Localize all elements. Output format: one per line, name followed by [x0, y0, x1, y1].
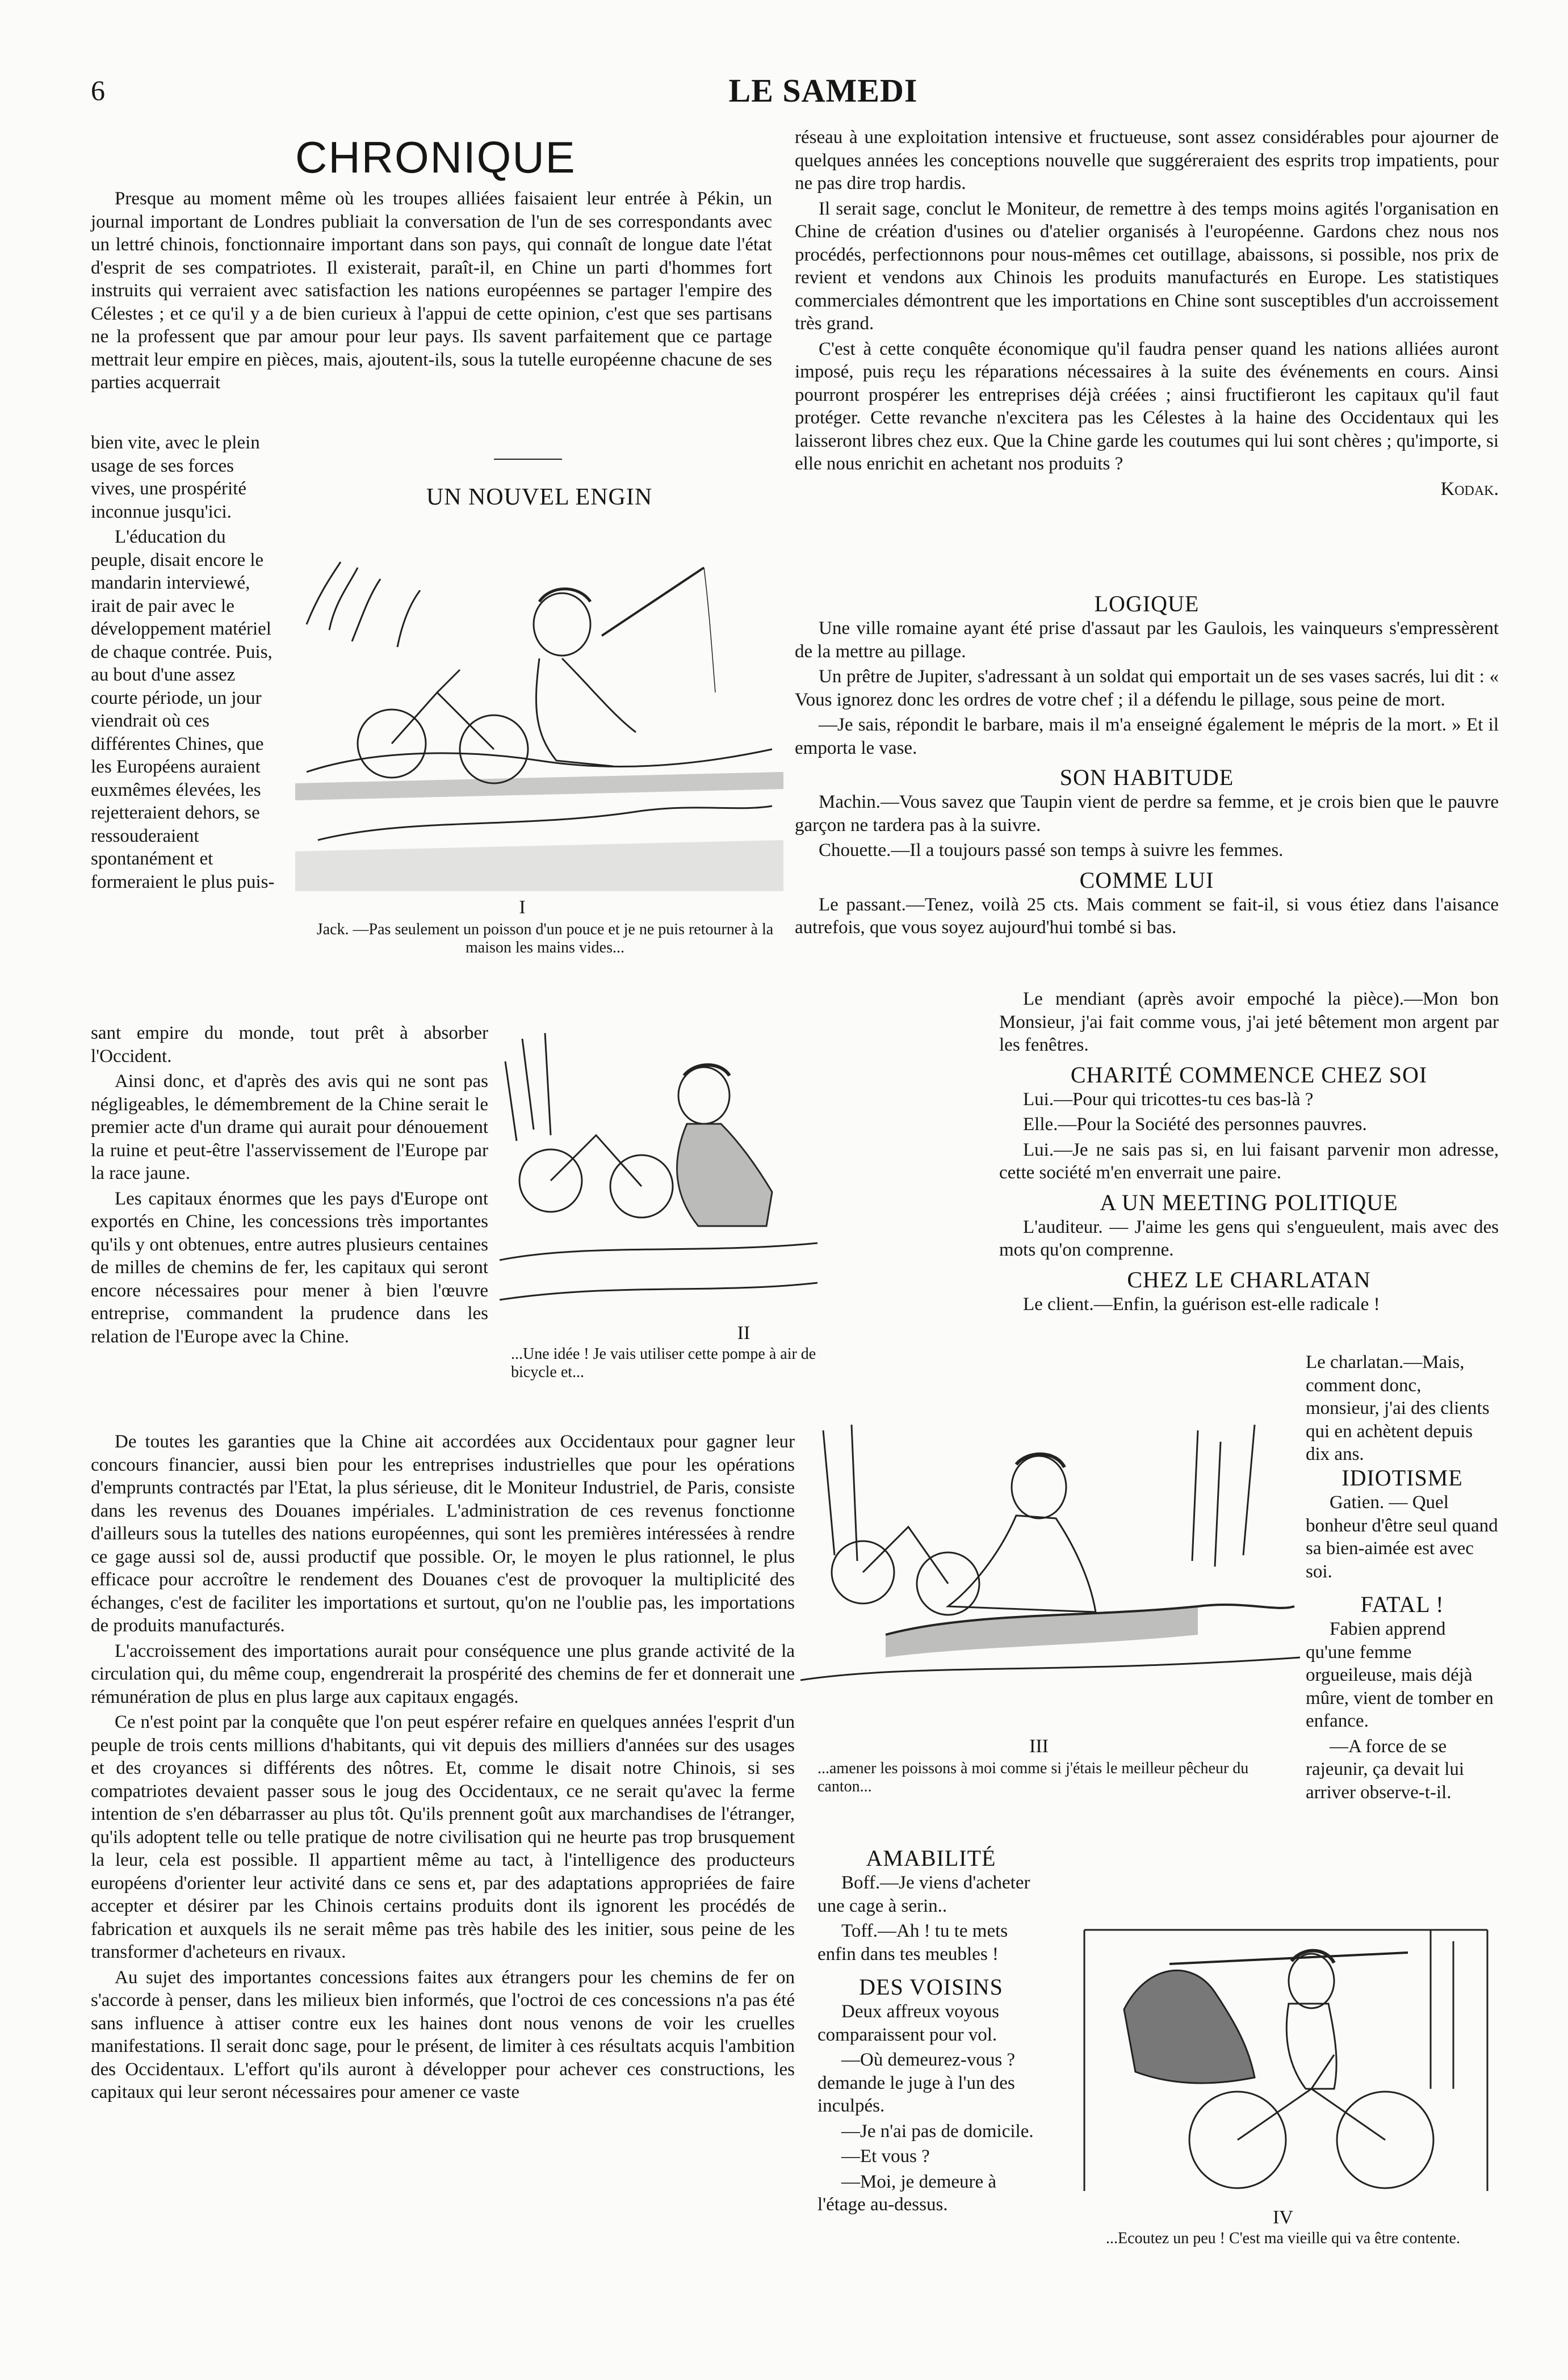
amabilite-title: AMABILITÉ	[866, 1845, 996, 1871]
comic-panel-2-number: II	[737, 1323, 751, 1344]
chronique-paragraph-5: De toutes les garanties que la Chine ait accordées aux Occidentaux pour gagner leur concours financier, aussi bien pour les entreprises industrielles que pour les opérations d'emprunts contractés par l'Etat, la plus sérieuse, dit le Moniteur Industriel, de Paris, consiste dans les revenus des Douanes impériales. L'administration de ces revenus fonctionne d'ailleurs sous la tutelles des nations européennes, qui sont les premières intéressées à rendre ce gage aussi sol de, aussi productif que possible. Or, le moyen le plus rationnel, le plus efficace pour accroître le rendement des Douanes c'est de provoquer la multiplicité des échanges, c'est de faciliter les importations et surtout, qu'on ne l'oublie pas, les importations de produits manufacturés.	[91, 1432, 795, 1636]
chronique-middle-column	[91, 1022, 488, 1350]
comic-panel-1-caption: Jack. —Pas seulement un poisson d'un pouce et je ne puis retourner à la maison les mains vides...	[316, 921, 774, 956]
comic-panel-3-number: III	[1029, 1736, 1049, 1757]
chronique-lower-column	[91, 1430, 795, 2106]
chronique-paragraph-10: Il serait sage, conclut le Moniteur, de remettre à des temps moins agités l'organisation en Chine de création d'usines ou d'atelier organisés à l'européenne. Gardons chez nous nos procédés, perfectionnons pour nous-mêmes cet outillage, abaissons, si possible, nos prix de revient et vendons aux Chinois les produits manufacturés en Europe. Les statistiques commerciales démontrent que les importations en Chine sont susceptibles d'un accroissement très grand.	[795, 198, 1499, 334]
jokes-section-3	[1306, 1464, 1499, 1806]
charlatan-paragraph-2: Le charlatan.—Mais, comment donc, monsieur, j'ai des clients qui en achètent depuis dix ans.	[1306, 1352, 1490, 1464]
chronique-paragraph-11: C'est à cette conquête économique qu'il faudra penser quand les nations alliées auront imposé, puis reçu les réparations nécessaires à la suite des événements en cours. Ainsi pourront prospérer les entreprises déjà créées ; ainsi fructifieront les capitaux qu'il faut protéger. Cette revanche n'excitera pas les Célestes à la haine des Occidentaux qui les laisseront libres chez eux. Que la Chine garde les coutumes qui lui sont chères ; qu'importe, si elle nous enrichit en achetant nos produits ?	[795, 338, 1499, 474]
comic-panel-4-number: IV	[1273, 2207, 1293, 2228]
logique-title: LOGIQUE	[1094, 591, 1200, 616]
idiotisme-title: IDIOTISME	[1341, 1465, 1463, 1491]
page-number: 6	[91, 74, 105, 106]
chronique-paragraph-2: L'éducation du peuple, disait encore le mandarin interviewé, irait de pair avec le développement matériel de chaque contrée. Puis, au bout d'une assez courte période, un jour viendrait où ces différentes Chines, que les Européens auraient euxmêmes élevées, les rejetteraient dehors, se ressouderaient spontanément et formeraient le plus puis-	[91, 527, 275, 892]
chronique-intro	[91, 187, 772, 397]
comic-panel-3-illustration	[800, 1419, 1300, 1731]
comic-panel-2-caption: ...Une idée ! Je vais utiliser cette pompe à air de bicycle et...	[511, 1345, 816, 1381]
comic-panel-4-caption: ...Ecoutez un peu ! C'est ma vieille qui va être contente.	[1106, 2230, 1460, 2247]
masthead: LE SAMEDI	[728, 72, 918, 109]
charlatan-title: CHEZ LE CHARLATAN	[1127, 1266, 1371, 1292]
jokes-section-2	[999, 988, 1499, 1318]
chronique-paragraph-1b: bien vite, avec le plein usage de ses forces vives, une prospérité inconnue jusqu'ici.	[91, 433, 260, 522]
charite-paragraph-3: Lui.—Je ne sais pas si, en lui faisant parvenir mon adresse, cette société m'en enverrait une paire.	[999, 1139, 1499, 1183]
comic-divider	[494, 459, 562, 460]
amabilite-paragraph-2: Toff.—Ah ! tu te mets enfin dans tes meubles !	[817, 1921, 1008, 1965]
comic-panel-1-illustration	[295, 545, 783, 891]
voisins-paragraph-1: Deux affreux voyous comparaissent pour vol.	[817, 2001, 999, 2045]
meeting-paragraph-1: L'auditeur. — J'aime les gens qui s'engueulent, mais avec des mots qu'on comprenne.	[999, 1216, 1499, 1260]
chronique-right-column	[795, 126, 1499, 501]
chronique-signature: Kodak.	[1440, 478, 1499, 499]
commelui-paragraph-2: Le mendiant (après avoir empoché la pièce).—Mon bon Monsieur, j'ai fait comme vous, j'ai jeté bêtement mon argent par les fenêtres.	[999, 989, 1499, 1055]
amabilite-paragraph-1: Boff.—Je viens d'acheter une cage à serin..	[817, 1873, 1030, 1916]
idiotisme-paragraph-1: Gatien. — Quel bonheur d'être seul quand sa bien-aimée est avec soi.	[1306, 1492, 1498, 1582]
jokes-section-4	[817, 1845, 1045, 2219]
commelui-paragraph-1: Le passant.—Tenez, voilà 25 cts. Mais comment se fait-il, si vous étiez dans l'aisance autrefois, que vous soyez aujourd'hui tombé si bas.	[795, 894, 1499, 938]
chronique-paragraph-1: Presque au moment même où les troupes alliées faisaient leur entrée à Pékin, un journal important de Londres publiait la conversation de l'un de ses correspondants avec un lettré chinois, fonctionnaire important dans son pays, qui connaît de longue date l'état d'esprit de ses compatriotes. Il existerait, paraît-il, en Chine un parti d'hommes fort instruits qui verraient avec satisfaction les nations européennes se partager l'empire des Célestes ; et ce qu'il y a de bien curieux à l'appui de cette opinion, c'est que ses partisans ne la professent que par amour pour leur pays. Ils savent parfaitement que ce partage mettrait leur empire en pièces, mais, ajoutent-ils, sous la tutelle européenne chacune de ses parties acquerrait	[91, 188, 772, 393]
comic-panel-2-illustration	[500, 1016, 817, 1317]
chronique-paragraph-8: Au sujet des importantes concessions faites aux étrangers pour les chemins de fer on s'accorde à penser, dans les milieux bien informés, que l'octroi de ces concessions n'a pas été sans influence à attiser contre eux les haines dont nous venons de voir les cruelles manifestations. Il serait donc sage, pour le présent, de limiter à ces résultats acquis l'ambition des Occidentaux. L'effort qu'ils auront à développer pour achever ces constructions, les capitaux qui leur seront nécessaires pour amener ce vaste	[91, 1967, 795, 2102]
habitude-title: SON HABITUDE	[1059, 765, 1234, 790]
charlatan-continued	[1306, 1351, 1499, 1468]
charite-paragraph-2: Elle.—Pour la Société des personnes pauvres.	[1023, 1114, 1367, 1135]
chronique-paragraph-9: réseau à une exploitation intensive et fructueuse, sont assez considérables pour ajourner de quelques années les conceptions nouvelle que suggéreraient des esprits trop impatients, pour ne pas dire trop hardis.	[795, 127, 1499, 194]
logique-paragraph-1: Une ville romaine ayant été prise d'assaut par les Gaulois, les vainqueurs s'empressèrent de la mettre au pillage.	[795, 618, 1499, 662]
meeting-title: A UN MEETING POLITIQUE	[1100, 1189, 1398, 1215]
voisins-paragraph-3: —Je n'ai pas de domicile.	[841, 2121, 1034, 2142]
chronique-paragraph-7: Ce n'est point par la conquête que l'on peut espérer refaire en quelques années l'esprit d'un peuple de trois cents millions d'habitants, qui vit depuis des milliers d'années sur des usages et des croyances si différents des nôtres. Et, comme le disait notre Chinois, si ses compatriotes devaient passer sous le joug des Occidentaux, ce ne serait qu'avec la ferme intention de s'en débarrasser au plus tôt. Qu'ils prennent goût aux marchandises de l'étranger, qu'ils adoptent telle ou telle pratique de notre civilisation qui ne heurte pas trop brusquement la leur, cela est possible. Il appartient même au tact, à l'intelligence des producteurs européens d'orienter leur activité dans ce sens et, par des adaptations appropriées de faire accepter et désirer par les Chinois certains produits dont ils ignorent les procédés de fabrication et auxquels ils ne serait même pas très habile des les initier, sous peine de les transformer d'acheteurs en rivaux.	[91, 1712, 795, 1962]
comic-panel-1-number: I	[519, 897, 526, 918]
chronique-narrow-column	[91, 431, 278, 896]
logique-paragraph-3: —Je sais, répondit le barbare, mais il m'a enseigné également le mépris de la mort. » Et il emporta le vase.	[795, 715, 1499, 758]
commelui-title: COMME LUI	[1079, 867, 1214, 893]
fatal-paragraph-1: Fabien apprend qu'une femme orgueileuse, mais déjà mûre, vient de tomber en enfance.	[1306, 1619, 1494, 1731]
voisins-title: DES VOISINS	[859, 1974, 1003, 2000]
charlatan-paragraph-1: Le client.—Enfin, la guérison est-elle radicale !	[1023, 1294, 1380, 1315]
chronique-paragraph-2b: sant empire du monde, tout prêt à absorber l'Occident.	[91, 1023, 488, 1067]
charite-title: CHARITÉ COMMENCE CHEZ SOI	[1070, 1061, 1428, 1088]
chronique-paragraph-4: Les capitaux énormes que les pays d'Europe ont exportés en Chine, les concessions très importantes qu'ils y ont obtenues, entre autres plusieurs centaines de milles de chemins de fer, les capitaux qui seront encore nécessaires pour mener à bien l'œuvre entreprise, commandent la prudence dans les relation de l'Europe avec la Chine.	[91, 1188, 488, 1347]
chronique-paragraph-6: L'accroissement des importations aurait pour conséquence une plus grande activité de la circulation qui, du même coup, engendrerait la prospérité des chemins de fer et donnerait une rémunération de plus en plus large aux capitaux engagés.	[91, 1640, 795, 1707]
fatal-paragraph-2: —A force de se rajeunir, ça devait lui arriver observe-t-il.	[1306, 1736, 1465, 1803]
charite-paragraph-1: Lui.—Pour qui tricottes-tu ces bas-là ?	[1023, 1089, 1314, 1110]
comic-panel-4-illustration	[1067, 1919, 1510, 2202]
comic-title: UN NOUVEL ENGIN	[426, 484, 653, 510]
chronique-title: CHRONIQUE	[295, 132, 576, 182]
voisins-paragraph-2: —Où demeurez-vous ? demande le juge à l'un des inculpés.	[817, 2050, 1016, 2116]
logique-paragraph-2: Un prêtre de Jupiter, s'adressant à un soldat qui emportait un de ses vases sacrés, lui dit : « Vous ignorez donc les ordres de votre chef ; il a défendu le pillage, sous peine de mort.	[795, 666, 1499, 710]
fatal-title: FATAL !	[1360, 1592, 1444, 1617]
habitude-paragraph-2: Chouette.—Il a toujours passé son temps à suivre les femmes.	[819, 840, 1284, 861]
jokes-section	[795, 590, 1499, 942]
chronique-paragraph-3: Ainsi donc, et d'après des avis qui ne sont pas négligeables, le démembrement de la Chine serait le premier acte d'un drame qui aurait pour dénouement la ruine et peut-être l'asservissement de l'Europe par la race jaune.	[91, 1071, 488, 1183]
voisins-paragraph-5: —Moi, je demeure à l'étage au-dessus.	[817, 2171, 997, 2215]
habitude-paragraph-1: Machin.—Vous savez que Taupin vient de perdre sa femme, et je crois bien que le pauvre garçon ne tardera pas à la suivre.	[795, 792, 1499, 836]
voisins-paragraph-4: —Et vous ?	[841, 2146, 930, 2167]
comic-panel-3-caption: ...amener les poissons à moi comme si j'étais le meilleur pêcheur du canton...	[817, 1760, 1249, 1795]
